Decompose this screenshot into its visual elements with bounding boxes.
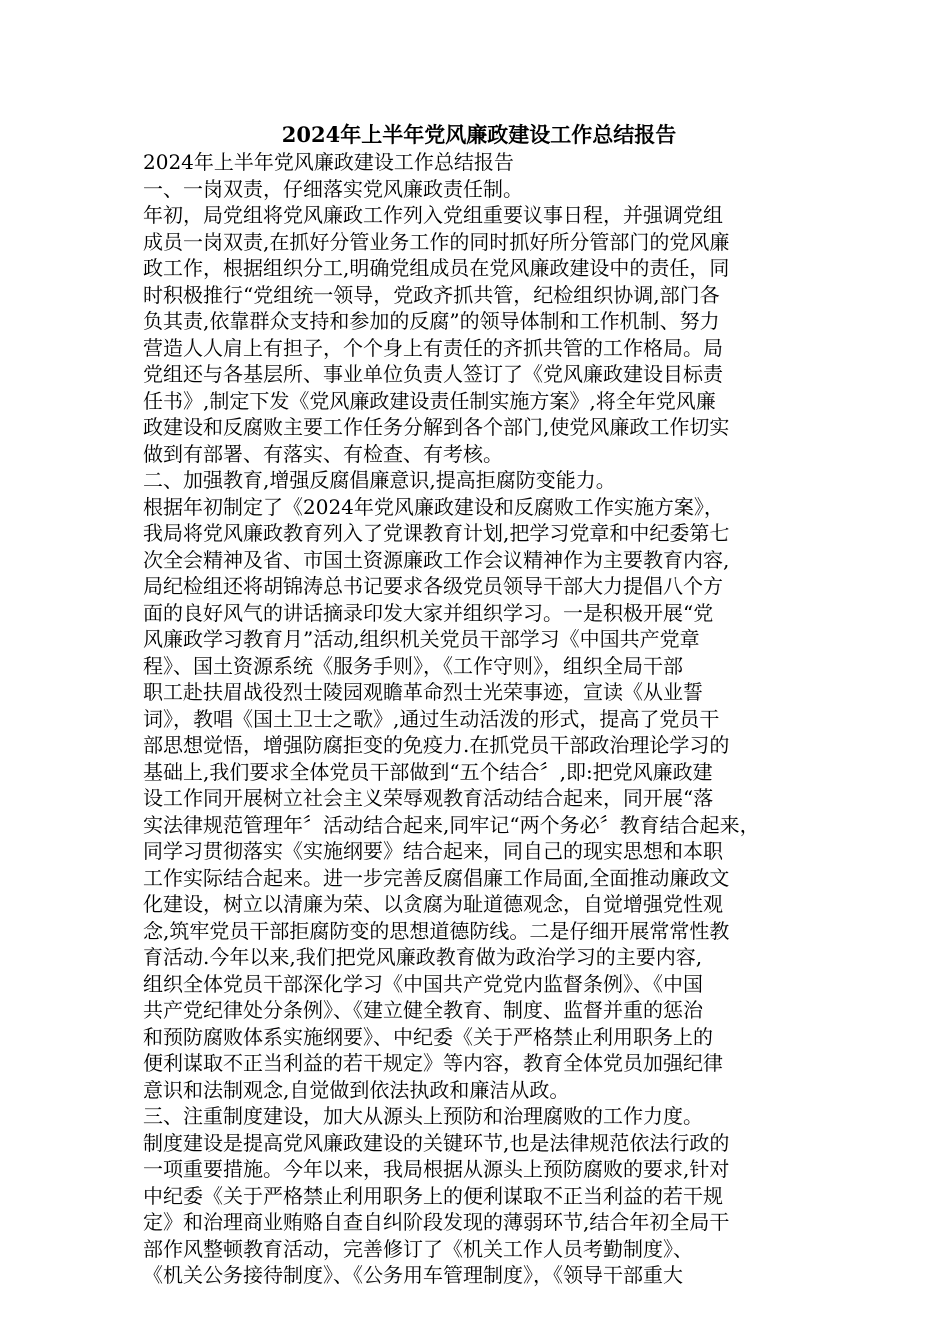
page-title: 2024年上半年党风廉政建设工作总结报告 — [281, 122, 677, 147]
text-line: 基础上,我们要求全体党员干部做到“五个结合〞,即:把党风廉政建 — [143, 759, 713, 784]
text-line: 风廉政学习教育月”活动,组织机关党员干部学习《中国共产党章 — [143, 627, 700, 651]
text-line: 词》，教唱《国土卫士之歌》,通过生动活泼的形式，提高了党员干 — [143, 706, 720, 731]
document-subtitle: 2024年上半年党风廉政建设工作总结报告 — [143, 150, 514, 174]
text-line: 组织全体党员干部深化学习《中国共产党党内监督条例》、《中国 — [143, 971, 703, 996]
text-line: 实法律规范管理年〞活动结合起来,同牢记“两个务必〞教育结合起来， — [143, 812, 760, 837]
text-line: 中纪委《关于严格禁止利用职务上的便利谋取不正当利益的若干规 — [143, 1183, 723, 1208]
text-line: 制度建设是提高党风廉政建设的关键环节,也是法律规范依法行政的 — [143, 1130, 730, 1155]
text-line: 育活动.今年以来,我们把党风廉政教育做为政治学习的主要内容, — [143, 945, 703, 969]
text-line: 政建设和反腐败主要工作任务分解到各个部门,使党风廉政工作切实 — [143, 415, 730, 439]
text-line: 一项重要措施。今年以来，我局根据从源头上预防腐败的要求,针对 — [143, 1157, 730, 1181]
text-line: 程》、国土资源系统《服务手则》，《工作守则》，组织全局干部 — [143, 653, 683, 678]
text-line: 设工作同开展树立社会主义荣辱观教育活动结合起来，同开展“落 — [143, 786, 714, 810]
text-line: 党组还与各基层所、事业单位负责人签订了《党风廉政建设目标责 — [143, 362, 723, 386]
text-line: 念,筑牢党员干部拒腐防变的思想道德防线。二是仔细开展常常性教 — [143, 918, 730, 943]
text-line: 工作实际结合起来。进一步完善反腐倡廉工作局面,全面推动廉政文 — [143, 865, 730, 890]
text-line: 《机关公务接待制度》、《公务用车管理制度》，《领导干部重大 — [143, 1263, 683, 1287]
text-line: 一、一岗双责，仔细落实党风廉政责任制。 — [143, 176, 523, 201]
text-line: 政工作，根据组织分工,明确党组成员在党风廉政建设中的责任，同 — [143, 256, 730, 280]
text-line: 化建设，树立以清廉为荣、以贪腐为耻道德观念，自觉增强党性观 — [143, 892, 723, 916]
text-line: 负其责,依靠群众支持和参加的反腐”的领导体制和工作机制、努力 — [143, 309, 720, 333]
text-line: 三、注重制度建设，加大从源头上预防和治理腐败的工作力度。 — [143, 1104, 703, 1128]
text-line: 任书》,制定下发《党风廉政建设责任制实施方案》,将全年党风廉 — [143, 388, 716, 413]
text-line: 部作风整顿教育活动，完善修订了《机关工作人员考勤制度》、 — [143, 1236, 693, 1261]
text-line: 意识和法制观念,自觉做到依法执政和廉洁从政。 — [143, 1077, 570, 1102]
text-line: 做到有部署、有落实、有检查、有考核。 — [143, 441, 503, 466]
text-line: 营造人人肩上有担子，个个身上有责任的齐抓共管的工作格局。局 — [143, 335, 723, 360]
text-line: 次全会精神及省、市国土资源廉政工作会议精神作为主要教育内容, — [143, 547, 730, 572]
text-line: 和预防腐败体系实施纲要》、中纪委《关于严格禁止利用职务上的 — [143, 1024, 713, 1049]
text-line: 部思想觉悟，增强防腐拒变的免疫力.在抓党员干部政治理论学习的 — [143, 733, 730, 757]
text-line: 二、加强教育,增强反腐倡廉意识,提高拒腐防变能力。 — [143, 468, 616, 492]
text-line: 年初，局党组将党风廉政工作列入党组重要议事日程，并强调党组 — [143, 203, 723, 227]
text-line: 便利谋取不正当利益的若干规定》等内容，教育全体党员加强纪律 — [143, 1051, 723, 1075]
text-line: 局纪检组还将胡锦涛总书记要求各级党员领导干部大力提倡八个方 — [143, 574, 723, 598]
text-line: 职工赴扶眉战役烈士陵园观瞻革命烈士光荣事迹，宣读《从业誓 — [143, 680, 703, 704]
text-line: 根据年初制定了《2024年党风廉政建设和反腐败工作实施方案》， — [143, 494, 724, 519]
text-line: 成员一岗双责,在抓好分管业务工作的同时抓好所分管部门的党风廉 — [143, 229, 730, 254]
text-line: 定》和治理商业贿赂自查自纠阶段发现的薄弱环节,结合年初全局干 — [143, 1210, 730, 1234]
text-line: 我局将党风廉政教育列入了党课教育计划,把学习党章和中纪委第七 — [143, 521, 730, 545]
text-line: 共产党纪律处分条例》、《建立健全教育、制度、监督并重的惩治 — [143, 998, 703, 1022]
text-line: 时积极推行“党组统一领导，党政齐抓共管，纪检组织协调,部门各 — [143, 282, 720, 307]
document-text — [143, 149, 815, 1289]
text-line: 同学习贯彻落实《实施纲要》结合起来，同自己的现实思想和本职 — [143, 839, 723, 863]
text-line: 面的良好风气的讲话摘录印发大家并组织学习。一是积极开展“党 — [143, 600, 714, 625]
document-body — [143, 121, 815, 1289]
